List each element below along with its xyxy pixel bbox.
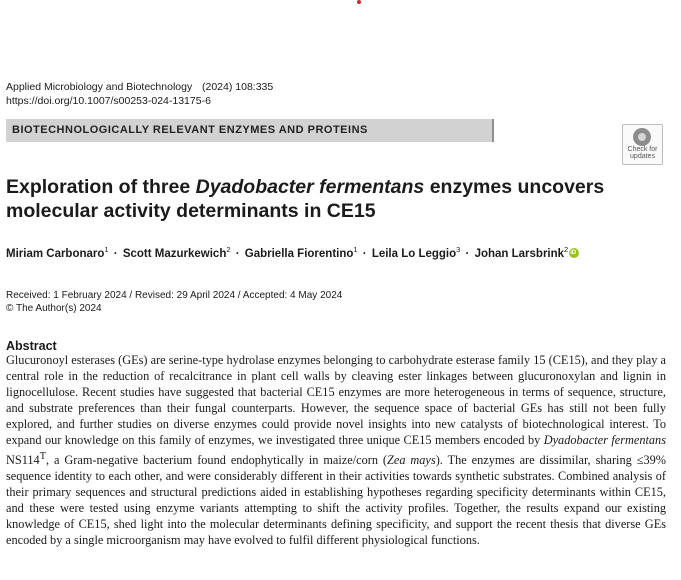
author-affiliation: 1 [353,245,358,254]
doi-link[interactable]: https://doi.org/10.1007/s00253-024-13175-6 [6,95,211,107]
orcid-icon[interactable] [569,248,579,258]
author-name[interactable]: Leila Lo Leggio [371,247,457,260]
author-affiliation: 1 [104,245,109,254]
section-label: BIOTECHNOLOGICALLY RELEVANT ENZYMES AND PROTEINS [12,124,368,136]
journal-info [6,80,273,108]
check-for-updates-label: Check for updates [627,146,658,160]
author-affiliation: 2 [564,245,569,254]
journal-name: Applied Microbiology and Biotechnology [6,81,193,93]
abstract-heading: Abstract [6,339,57,353]
author-list: Miriam Carbonaro$^1$ · Scott Mazurkewich$^2$ · Gabriella Fiorentino$^1$ · Leila Lo Leggio$^3$ · Johan Larsbrink$^2$iD [6,245,579,260]
check-for-updates-button[interactable] [622,124,663,165]
red-dot-mark [357,0,361,4]
author-name[interactable]: Gabriella Fiorentino [244,247,354,260]
author-name[interactable]: Scott Mazurkewich [122,247,227,260]
author-affiliation: 3 [456,245,461,254]
article-title: Exploration of three Dyadobacter fermentans enzymes uncovers molecular activity determinants in CE15 [6,176,605,222]
section-banner [6,119,494,142]
abstract-text: Glucuronoyl esterases (GEs) are serine-type hydrolase enzymes belonging to carbohydrate esterase family 15 (CE15), and they play a central role in the reduction of recalcitrance in plant cell walls by cleaving ester linkages between glucuronoxylan and lignin in lignocellulose. Recent studies have suggested that bacterial CE15 enzymes are more heterogeneous in terms of sequence, structure, and substrate preferences than their fungal counterparts. However, the sequence space of bacterial GEs has still not been fully explored, and further studies on diverse enzymes could provide novel insights into new catalysts of biotechnological interest. To expand our knowledge on this family of enzymes, we investigated three unique CE15 members encoded by Dyadobacter fermentans $NS114^T$, a Gram-negative bacterium found endophytically in maize/corn (Zea mays). The enzymes are dissimilar, sharing ≤39% sequence identity to each other, and were considerably different in their activities towards synthetic substrates. Combined analysis of their primary sequences and structural predictions aided in establishing hypotheses regarding specificity determinants within CE15, and these were tested using enzyme variants attempting to shift the activity profiles. Together, the results expand our existing knowledge of CE15, shed light into the molecular determinants defining specificity, and support the recent thesis that diverse GEs encoded by a single microorganism may have evolved to fulfil different physiological functions. [6,353,667,547]
check-for-updates-icon [633,128,651,146]
history-dates: Received: 1 February 2024 / Revised: 29 April 2024 / Accepted: 4 May 2024 [6,290,343,301]
author-name[interactable]: Miriam Carbonaro [6,247,105,260]
author-affiliation: 2 [226,245,231,254]
journal-year-volume: (2024) 108:335 [202,81,274,93]
copyright-line: © The Author(s) 2024 [6,303,102,314]
author-name[interactable]: Johan Larsbrink [474,247,565,260]
article-dates [6,289,342,315]
